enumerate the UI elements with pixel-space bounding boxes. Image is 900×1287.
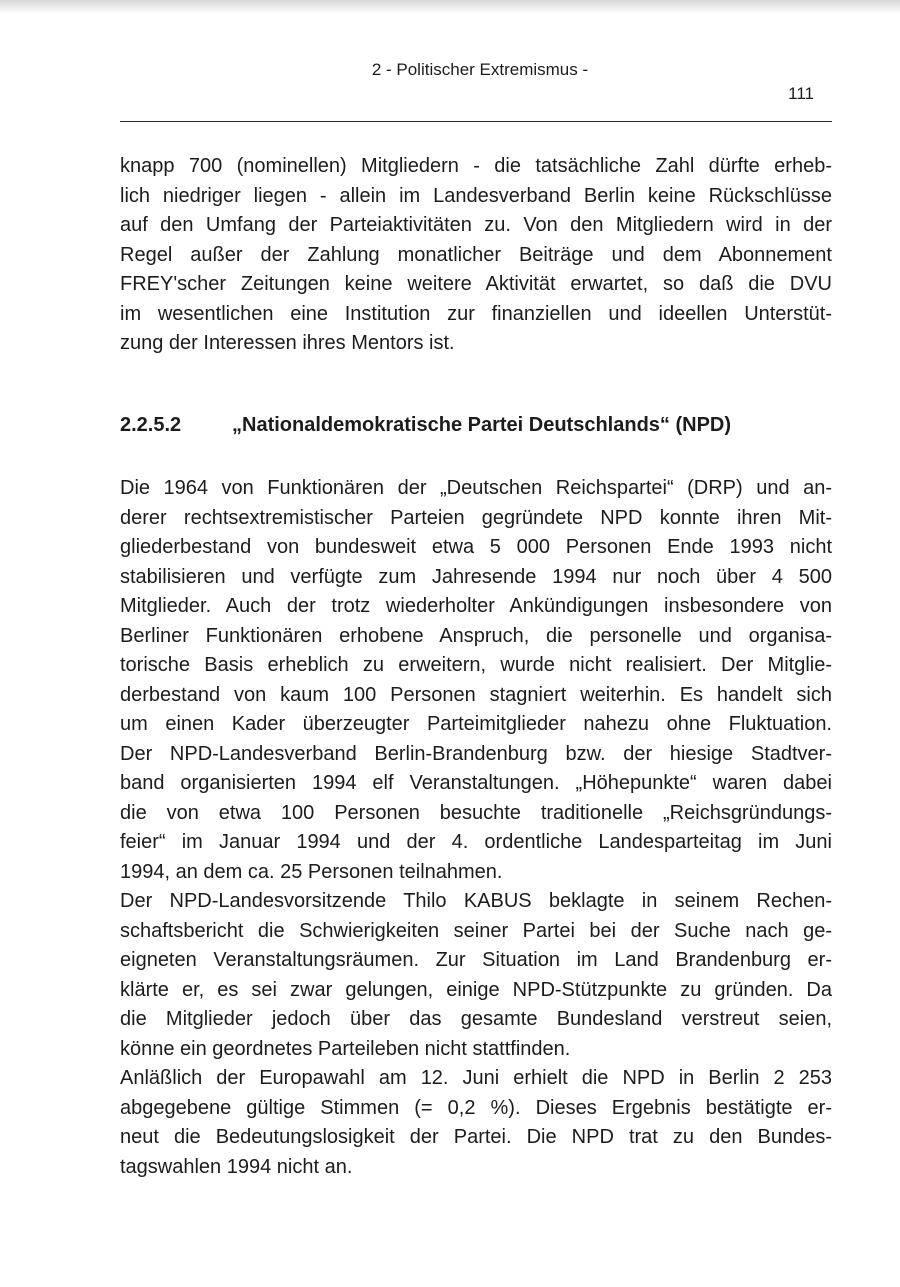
text-line: könne ein geordnetes Parteileben nicht stattfinden.	[120, 1037, 571, 1060]
text-line: derbestand von kaum 100 Personen stagniert weiterhin. Es handelt sich	[120, 683, 832, 706]
text-line: im wesentlichen eine Institution zur finanziellen und ideellen Unterstüt-	[120, 302, 832, 325]
text-line: lich niedriger liegen - allein im Landesverband Berlin keine Rückschlüsse	[120, 184, 832, 207]
text-line: stabilisieren und verfügte zum Jahresende 1994 nur noch über 4 500	[120, 565, 832, 588]
text-line: die von etwa 100 Personen besuchte traditionelle „Reichsgründungs-	[120, 801, 832, 824]
text-line: klärte er, es sei zwar gelungen, einige NPD-Stützpunkte zu gründen. Da	[120, 978, 832, 1001]
text-line: derer rechtsextremistischer Parteien gegründete NPD konnte ihren Mit-	[120, 506, 832, 529]
text-line: neut die Bedeutungslosigkeit der Partei. Die NPD trat zu den Bundes-	[120, 1126, 832, 1148]
text-line: die Mitglieder jedoch über das gesamte Bundesland verstreut seien,	[120, 1008, 832, 1030]
text-line: gliederbestand von bundesweit etwa 5 000 Personen Ende 1993 nicht	[120, 536, 832, 558]
text-line: auf den Umfang der Parteiaktivitäten zu. Von den Mitgliedern wird in der	[120, 214, 832, 236]
text-line: FREY'scher Zeitungen keine weitere Aktivität erwartet, so daß die DVU	[120, 273, 832, 295]
text-line: tagswahlen 1994 nicht an.	[120, 1155, 353, 1178]
text-line: band organisierten 1994 elf Veranstaltungen. „Höhepunkte“ waren dabei	[120, 772, 832, 794]
scan-edge-shadow	[0, 0, 900, 14]
running-header-title: 2 - Politischer Extremismus -	[371, 60, 589, 79]
text-line: Die 1964 von Funktionären der „Deutschen Reichspartei“ (DRP) und an-	[120, 477, 832, 499]
page-number: 111	[788, 84, 814, 103]
text-line: Anläßlich der Europawahl am 12. Juni erhielt die NPD in Berlin 2 253	[120, 1067, 832, 1089]
text-line: torische Basis erheblich zu erweitern, wurde nicht realisiert. Der Mitglie-	[120, 654, 832, 676]
text-line: Mitglieder. Auch der trotz wiederholter Ankündigungen insbesondere von	[120, 595, 832, 617]
text-line: Regel außer der Zahlung monatlicher Beiträge und dem Abonnement	[120, 243, 832, 266]
text-line: abgegebene gültige Stimmen (= 0,2 %). Dieses Ergebnis bestätigte er-	[120, 1096, 832, 1119]
text-line: zung der Interessen ihres Mentors ist.	[120, 332, 455, 354]
section-number: 2.2.5.2	[120, 414, 182, 436]
section-heading	[120, 414, 832, 437]
text-line: Berliner Funktionären erhobene Anspruch, die personelle und organisa-	[120, 624, 832, 647]
section-title: „Nationaldemokratische Partei Deutschlands“ (NPD)	[232, 414, 732, 436]
text-line: eigneten Veranstaltungsräumen. Zur Situation im Land Brandenburg er-	[120, 949, 832, 971]
text-line: Der NPD-Landesvorsitzende Thilo KABUS beklagte in seinem Rechen-	[120, 890, 832, 912]
header-rule	[120, 121, 832, 122]
text-line: um einen Kader überzeugter Parteimitglieder nahezu ohne Fluktuation.	[120, 713, 832, 735]
text-line: feier“ im Januar 1994 und der 4. ordentliche Landesparteitag im Juni	[120, 831, 832, 853]
paragraph-npd	[120, 474, 832, 1182]
text-line: 1994, an dem ca. 25 Personen teilnahmen.	[120, 860, 503, 883]
paragraph-dvu-membership	[120, 152, 832, 359]
text-line: schaftsbericht die Schwierigkeiten seiner Partei bei der Suche nach ge-	[120, 919, 832, 942]
text-line: Der NPD-Landesverband Berlin-Brandenburg bzw. der hiesige Stadtver-	[120, 742, 832, 765]
text-line: knapp 700 (nominellen) Mitgliedern - die tatsächliche Zahl dürfte erheb-	[120, 155, 832, 177]
